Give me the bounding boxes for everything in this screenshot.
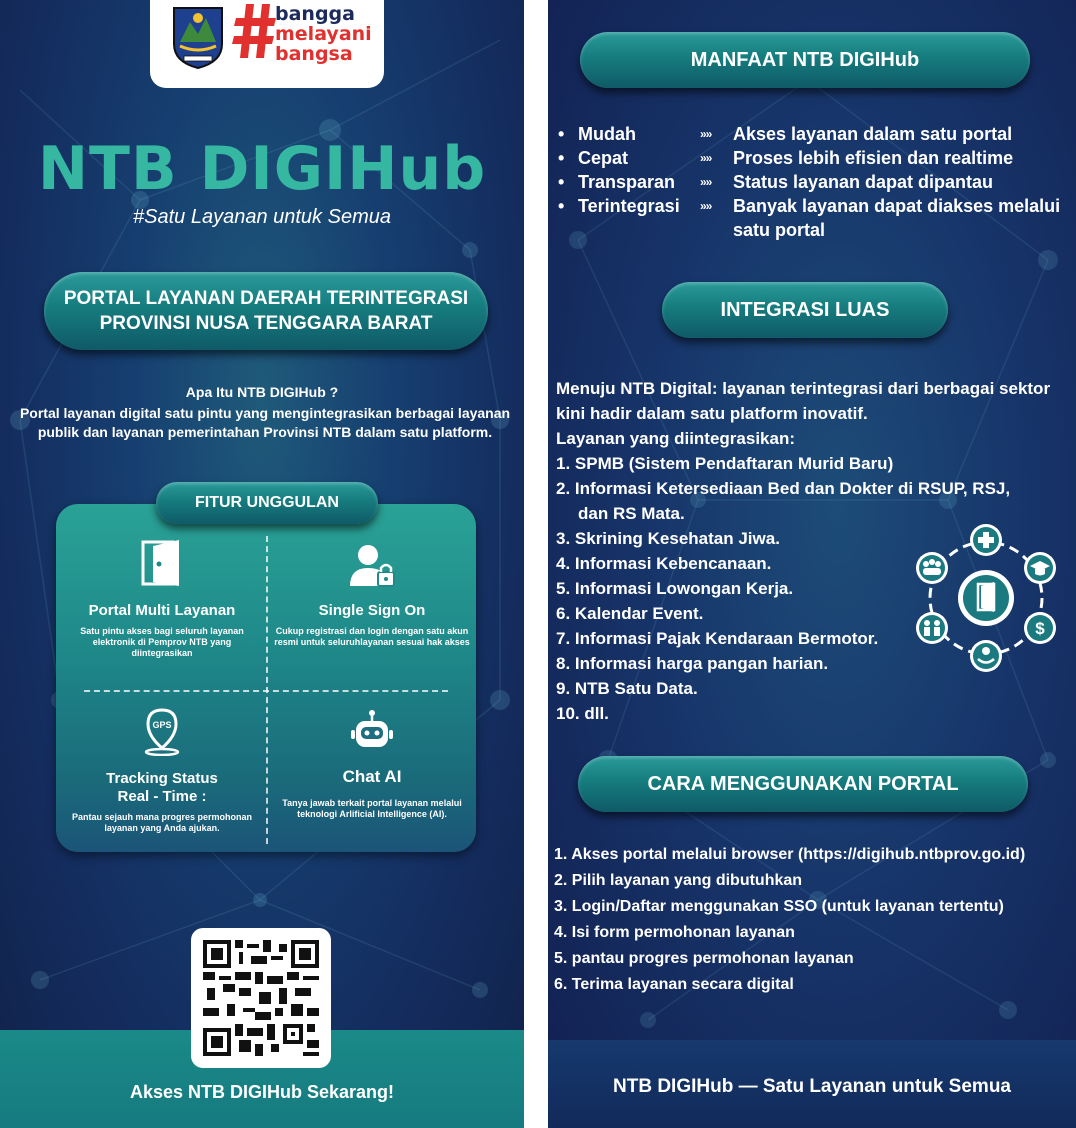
benefit-value: Akses layanan dalam satu portal: [733, 124, 1013, 144]
bullet: •: [558, 148, 565, 168]
step-item: 1. Akses portal melalui browser (https://digihub.ntbprov.go.id): [554, 846, 1026, 863]
cara-heading-pill: CARA MENGGUNAKAN PORTAL: [578, 756, 1028, 812]
feature-desc: Pantau sejauh mana progres permohonan layanan yang Anda ajukan.: [71, 812, 253, 833]
integrasi-heading-pill: INTEGRASI LUAS: [662, 282, 948, 338]
benefit-key: Mudah: [578, 124, 636, 144]
right-panel: [548, 0, 1076, 1128]
bullet: •: [558, 172, 565, 192]
benefit-value: Proses lebih efisien dan realtime: [733, 148, 1014, 168]
service-item: 10. dll.: [556, 704, 609, 723]
integrasi-intro: [556, 376, 1066, 451]
akses-cta: Akses NTB DIGIHub Sekarang!: [129, 1082, 395, 1102]
step-item: 3. Login/Daftar menggunakan SSO (untuk layanan tertentu): [554, 898, 1004, 915]
hashtag-text: [275, 4, 372, 64]
province-crest-icon: [170, 4, 226, 70]
feature-chat-ai: [272, 708, 472, 820]
service-item: 9. NTB Satu Data.: [556, 679, 698, 698]
qr-code[interactable]: [191, 928, 331, 1068]
hashtag-logo-icon: [232, 0, 278, 62]
service-item: dan RS Mata.: [578, 504, 685, 523]
feature-desc: Satu pintu akses bagi seluruh layanan elektronik di Pemprov NTB yang diintegrasikan: [80, 626, 244, 658]
bullet: •: [558, 124, 565, 144]
apa-answer: Portal layanan digital satu pintu yang mengintegrasikan berbagai layanan publik dan layanan pemerintahan Provinsi NTB dalam satu platform.: [19, 405, 511, 440]
features-card: [56, 504, 476, 852]
portal-heading-line-1: PORTAL LAYANAN DAERAH TERINTEGRASI: [63, 288, 469, 309]
fitur-heading-pill: FITUR UNGGULAN: [156, 482, 378, 524]
door-icon: [139, 538, 185, 588]
logo-header: [150, 0, 384, 88]
brand-tagline: #Satu Layanan untuk Semua: [133, 206, 391, 228]
benefit-key: Terintegrasi: [578, 196, 680, 216]
service-item: 6. Kalendar Event.: [556, 604, 704, 623]
feature-divider-horizontal: [84, 690, 448, 692]
step-item: 4. Isi form permohonan layanan: [554, 924, 795, 941]
step-item: 6. Terima layanan secara digital: [554, 976, 794, 993]
step-item: 5. pantau progres permohonan layanan: [554, 950, 854, 967]
hashtag-line-3: bangsa: [275, 43, 353, 65]
benefit-value: Banyak layanan dapat diakses melalui satu portal: [733, 196, 1061, 240]
apa-question: Apa Itu NTB DIGIHub ?: [185, 384, 339, 400]
qr-code-icon: [203, 940, 319, 1056]
intro-text: Menuju NTB Digital: layanan terintegrasi dari berbagai sektor kini hadir dalam satu platform inovatif.: [556, 379, 1051, 423]
feature-portal-multi-layanan: [62, 538, 262, 659]
feature-desc: Cukup registrasi dan login dengan satu akun resmi untuk seluruhlayanan sesuai hak akses: [274, 626, 470, 647]
feature-name: Tracking Status Real - Time :: [106, 770, 218, 805]
service-item: 5. Informasi Lowongan Kerja.: [556, 579, 794, 598]
svg-text:$: $: [1035, 619, 1045, 638]
right-footer-text: NTB DIGIHub — Satu Layanan untuk Semua: [613, 1076, 1011, 1097]
service-item: 3. Skrining Kesehatan Jiwa.: [556, 529, 780, 548]
bullet: •: [558, 196, 565, 216]
service-item: 8. Informasi harga pangan harian.: [556, 654, 829, 673]
portal-heading-line-2: PROVINSI NUSA TENGGARA BARAT: [99, 313, 433, 334]
gps-label: GPS: [152, 720, 172, 730]
feature-name: Chat AI: [342, 767, 402, 786]
step-item: 2. Pilih layanan yang dibutuhkan: [554, 872, 803, 889]
feature-tracking-status: [62, 708, 262, 834]
arrow-icon: »»: [700, 199, 712, 213]
arrow-icon: »»: [700, 127, 712, 141]
benefit-key: Transparan: [578, 172, 676, 192]
brand-title: NTB DIGIHub: [37, 134, 487, 204]
feature-name: Portal Multi Layanan: [88, 602, 236, 619]
benefit-value: Status layanan dapat dipantau: [733, 172, 994, 192]
feature-desc: Tanya jawab terkait portal layanan melalui teknologi Arlificial Intelligence (AI).: [282, 798, 462, 819]
service-item: 1. SPMB (Sistem Pendaftaran Murid Baru): [556, 454, 894, 473]
arrow-icon: »»: [700, 151, 712, 165]
portal-heading-pill: [44, 272, 488, 350]
user-lock-icon: [348, 542, 396, 588]
hashtag-line-2: melayani: [275, 23, 372, 45]
left-panel: [0, 0, 524, 1128]
service-item: 7. Informasi Pajak Kendaraan Bermotor.: [556, 629, 879, 648]
hashtag-line-1: bangga: [275, 3, 355, 25]
robot-icon: [350, 708, 394, 754]
integration-hub-icon: [908, 520, 1064, 676]
feature-name: Single Sign On: [318, 602, 426, 619]
manfaat-heading-pill: MANFAAT NTB DIGIHub: [580, 32, 1030, 88]
service-item: 2. Informasi Ketersediaan Bed dan Dokter di RSUP, RSJ,: [556, 479, 1011, 498]
feature-single-sign-on: [272, 542, 472, 648]
gps-pin-icon: [140, 708, 184, 756]
benefit-key: Cepat: [578, 148, 629, 168]
arrow-icon: »»: [700, 175, 712, 189]
services-label: Layanan yang diintegrasikan:: [556, 429, 796, 448]
service-item: 4. Informasi Kebencanaan.: [556, 554, 772, 573]
